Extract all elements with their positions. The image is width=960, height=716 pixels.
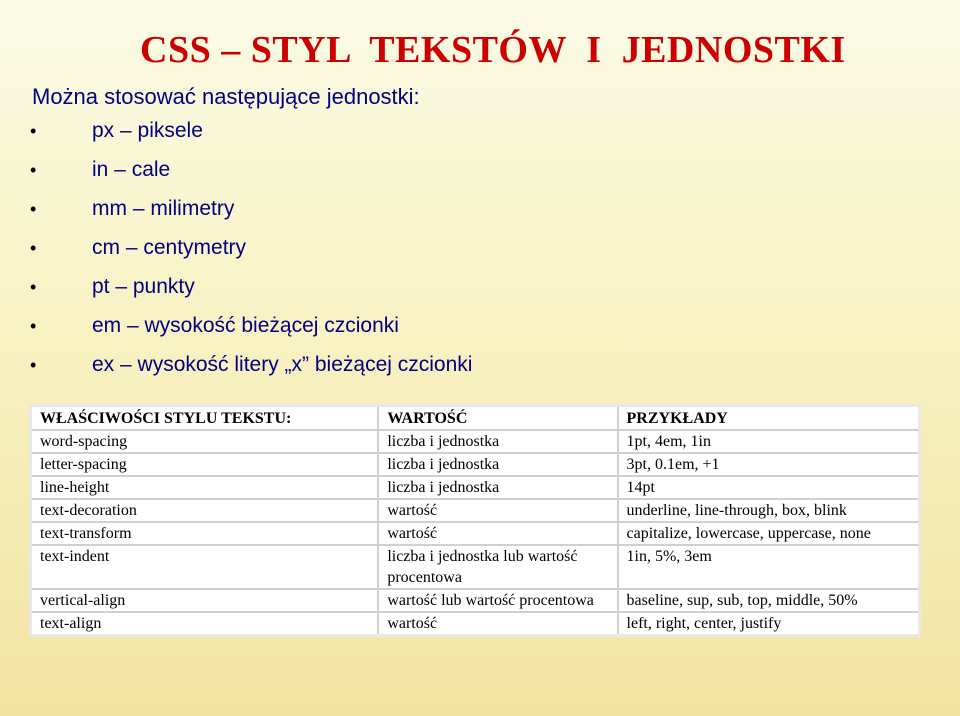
bullet-icon: • <box>30 316 37 336</box>
value-cell: wartość <box>378 522 617 545</box>
bullet-icon: • <box>30 199 37 219</box>
text-style-properties-table <box>29 404 921 637</box>
value-cell: wartość <box>378 612 617 636</box>
table-row <box>31 430 920 453</box>
value-cell: liczba i jednostka lub wartość procentowa <box>378 545 617 589</box>
property-cell: letter-spacing <box>31 453 379 476</box>
table-row <box>31 453 920 476</box>
header-property: WŁAŚCIWOŚCI STYLU TEKSTU: <box>31 406 379 431</box>
table-row <box>31 589 920 612</box>
property-cell: text-decoration <box>31 499 379 522</box>
table-row <box>31 612 920 636</box>
value-cell: wartość lub wartość procentowa <box>378 589 617 612</box>
intro-text: Można stosować następujące jednostki: <box>32 84 420 109</box>
bullet-icon: • <box>30 121 37 141</box>
value-cell: liczba i jednostka <box>378 430 617 453</box>
table-header-row <box>31 406 920 431</box>
property-cell: text-align <box>31 612 379 636</box>
example-cell: 14pt <box>618 476 920 499</box>
property-cell: word-spacing <box>31 430 379 453</box>
example-cell: 1pt, 4em, 1in <box>618 430 920 453</box>
example-cell: 3pt, 0.1em, +1 <box>618 453 920 476</box>
property-cell: text-indent <box>31 545 379 589</box>
page-title: CSS – STYL TEKSTÓW I JEDNOSTKI <box>140 29 846 71</box>
table-row <box>31 545 920 589</box>
header-value: WARTOŚĆ <box>378 406 617 431</box>
bullet-icon: • <box>30 277 37 297</box>
bullet-icon: • <box>30 160 37 180</box>
example-cell: baseline, sup, sub, top, middle, 50% <box>618 589 920 612</box>
property-cell: line-height <box>31 476 379 499</box>
table-row <box>31 499 920 522</box>
example-cell: left, right, center, justify <box>618 612 920 636</box>
property-cell: vertical-align <box>31 589 379 612</box>
header-examples: PRZYKŁADY <box>618 406 920 431</box>
example-cell: underline, line-through, box, blink <box>618 499 920 522</box>
property-cell: text-transform <box>31 522 379 545</box>
example-cell: 1in, 5%, 3em <box>618 545 920 589</box>
value-cell: liczba i jednostka <box>378 476 617 499</box>
bullet-icon: • <box>30 238 37 258</box>
value-cell: wartość <box>378 499 617 522</box>
table-row <box>31 522 920 545</box>
value-cell: liczba i jednostka <box>378 453 617 476</box>
example-cell: capitalize, lowercase, uppercase, none <box>618 522 920 545</box>
bullet-icon: • <box>30 355 37 375</box>
table-row <box>31 476 920 499</box>
